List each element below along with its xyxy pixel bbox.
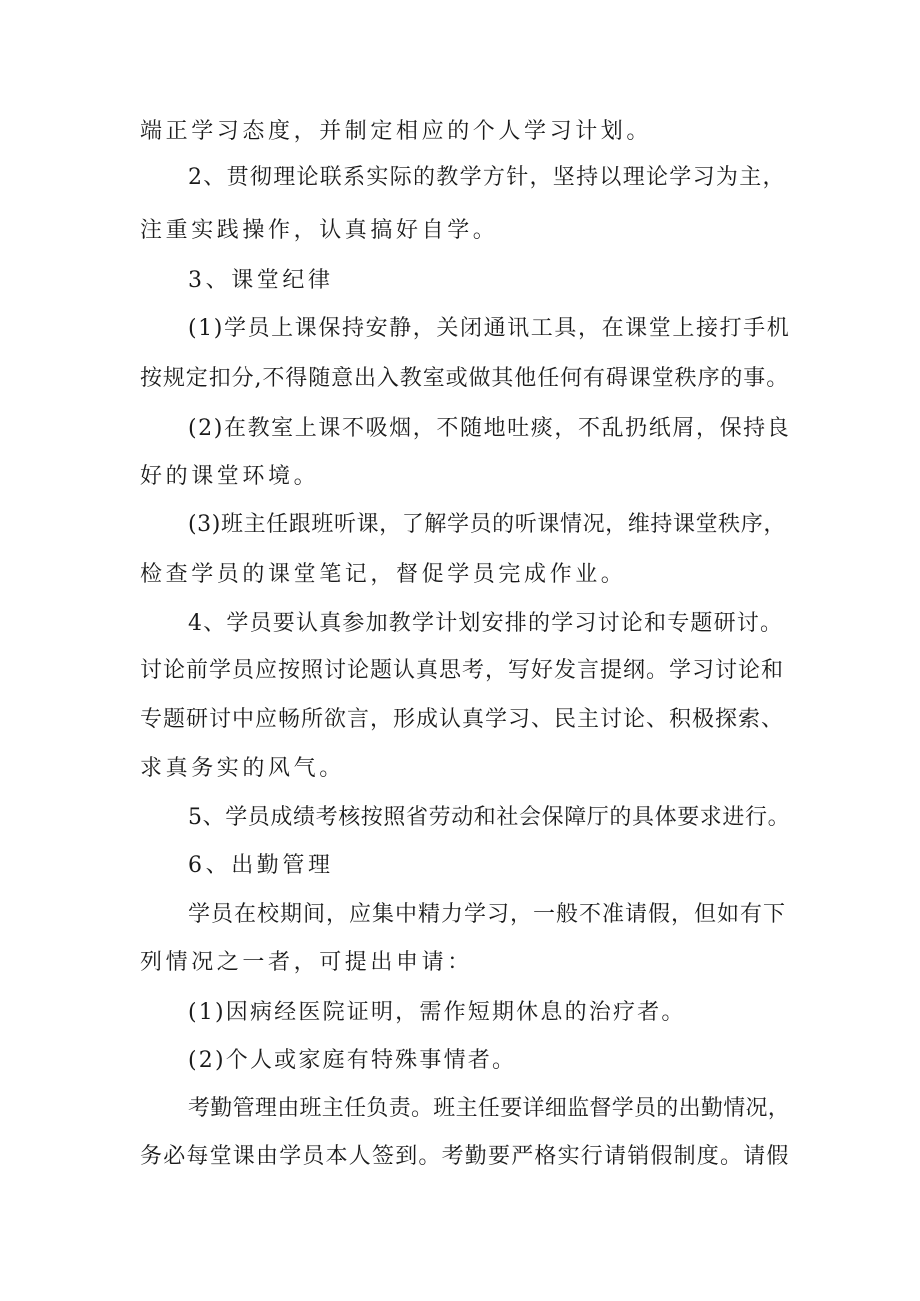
text-line: 端正学习态度，并制定相应的个人学习计划。: [140, 119, 653, 144]
text-line: 务必每堂课由学员本人签到。考勤要严格实行请销假制度。请假: [140, 1144, 790, 1169]
text-line: 4、学员要认真参加教学计划安排的学习讨论和专题研讨。: [188, 611, 784, 636]
text-line: 5、学员成绩考核按照省劳动和社会保障厅的具体要求进行。: [188, 805, 791, 830]
text-line: 考勤管理由班主任负责。班主任要详细监督学员的出勤情况，: [188, 1096, 791, 1121]
text-line: 列情况之一者，可提出申请：: [140, 950, 473, 975]
section-heading: 6、出勤管理: [188, 853, 334, 878]
text-line: (2)个人或家庭有特殊事情者。: [188, 1048, 517, 1073]
text-line: (2)在教室上课不吸烟，不随地吐痰，不乱扔纸屑，保持良: [188, 416, 791, 441]
text-line: 求真务实的风气。: [140, 756, 345, 781]
section-heading: 3、课堂纪律: [188, 268, 334, 293]
text-line: 专题研讨中应畅所欲言，形成认真学习、民主讨论、积极探索、: [140, 707, 785, 732]
text-line: 2、贯彻理论联系实际的教学方针，坚持以理论学习为主，: [188, 165, 786, 190]
text-line: (1)学员上课保持安静，关闭通讯工具，在课堂上接打手机: [188, 316, 791, 341]
text-line: 注重实践操作，认真搞好自学。: [140, 218, 499, 243]
text-line: 好的课堂环境。: [140, 464, 320, 489]
text-line: 讨论前学员应按照讨论题认真思考，写好发言提纲。学习讨论和: [140, 658, 785, 683]
text-line: 检查学员的课堂笔记，督促学员完成作业。: [140, 562, 627, 587]
text-line: (1)因病经医院证明，需作短期休息的治疗者。: [188, 1000, 686, 1025]
text-line: 按规定扣分,不得随意出入教室或做其他任何有碍课堂秩序的事。: [140, 366, 790, 391]
text-line: (3)班主任跟班听课，了解学员的听课情况，维持课堂秩序，: [188, 512, 786, 537]
text-line: 学员在校期间，应集中精力学习，一般不准请假，但如有下: [188, 902, 787, 927]
